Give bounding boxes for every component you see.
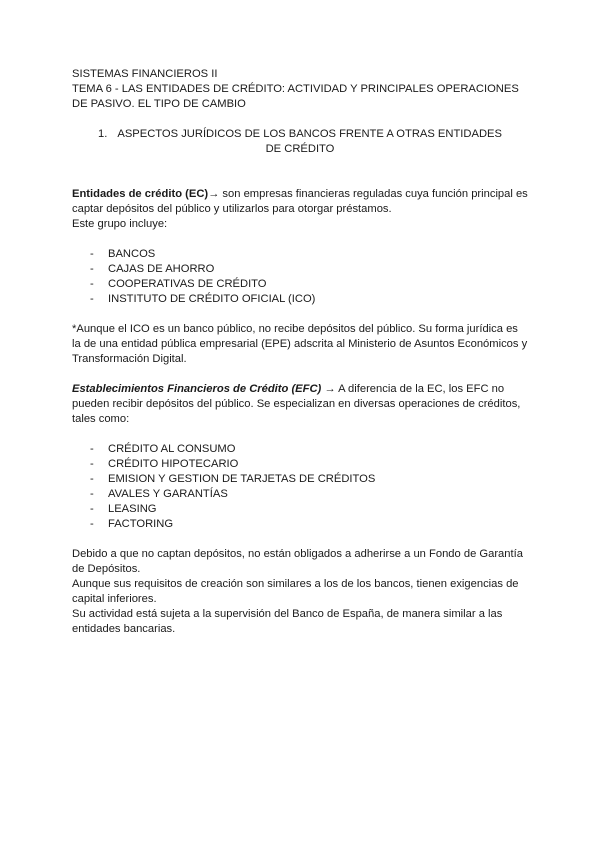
ico-note: *Aunque el ICO es un banco público, no recibe depósitos del público. Su forma jurídica es la de una entidad pública empresarial (EPE) adscrita al Ministerio de Asuntos Económicos y Transformación Digital. <box>72 323 528 365</box>
ec-list <box>72 247 528 307</box>
list-item: - INSTITUTO DE CRÉDITO OFICIAL (ICO) <box>90 292 528 307</box>
ec-term: Entidades de crédito (EC) <box>72 188 209 200</box>
efc-capital-paragraph: Aunque sus requisitos de creación son similares a los de los bancos, tienen exigencias de capital inferiores. <box>72 578 519 605</box>
efc-definition: → A diferencia de la EC, los EFC no pueden recibir depósitos del público. Se especializan en diversas operaciones de créditos, tales como: <box>72 383 521 425</box>
document-header <box>72 67 528 112</box>
efc-supervision-paragraph: Su actividad está sujeta a la supervisión del Banco de España, de manera similar a las entidades bancarias. <box>72 608 503 635</box>
list-item: - CRÉDITO HIPOTECARIO <box>90 457 528 472</box>
efc-paragraph <box>72 382 528 427</box>
efc-term: Establecimientos Financieros de Crédito (EFC) <box>72 383 322 395</box>
list-item: - LEASING <box>90 502 528 517</box>
ec-definition: → son empresas financieras reguladas cuya función principal es captar depósitos del público y utilizarlos para otorgar préstamos. <box>72 188 528 215</box>
list-item: - CRÉDITO AL CONSUMO <box>90 442 528 457</box>
list-item: - CAJAS DE AHORRO <box>90 262 528 277</box>
ec-includes: Este grupo incluye: <box>72 218 168 230</box>
ec-paragraph <box>72 187 528 217</box>
list-item: - BANCOS <box>90 247 528 262</box>
efc-list <box>72 442 528 532</box>
section-number: 1. <box>98 128 108 140</box>
topic-title: TEMA 6 - LAS ENTIDADES DE CRÉDITO: ACTIVIDAD Y PRINCIPALES OPERACIONES DE PASIVO. EL TIPO DE CAMBIO <box>72 83 519 110</box>
list-item: - EMISION Y GESTION DE TARJETAS DE CRÉDITOS <box>90 472 528 487</box>
course-title: SISTEMAS FINANCIEROS II <box>72 68 218 80</box>
list-item: - FACTORING <box>90 517 528 532</box>
list-item: - AVALES Y GARANTÍAS <box>90 487 528 502</box>
ec-section <box>72 187 528 367</box>
list-item: - COOPERATIVAS DE CRÉDITO <box>90 277 528 292</box>
section-heading <box>72 127 528 157</box>
efc-section <box>72 382 528 637</box>
section-title-text: ASPECTOS JURÍDICOS DE LOS BANCOS FRENTE A OTRAS ENTIDADES DE CRÉDITO <box>117 128 502 155</box>
efc-deposit-paragraph: Debido a que no captan depósitos, no están obligados a adherirse a un Fondo de Garantía de Depósitos. <box>72 548 523 575</box>
